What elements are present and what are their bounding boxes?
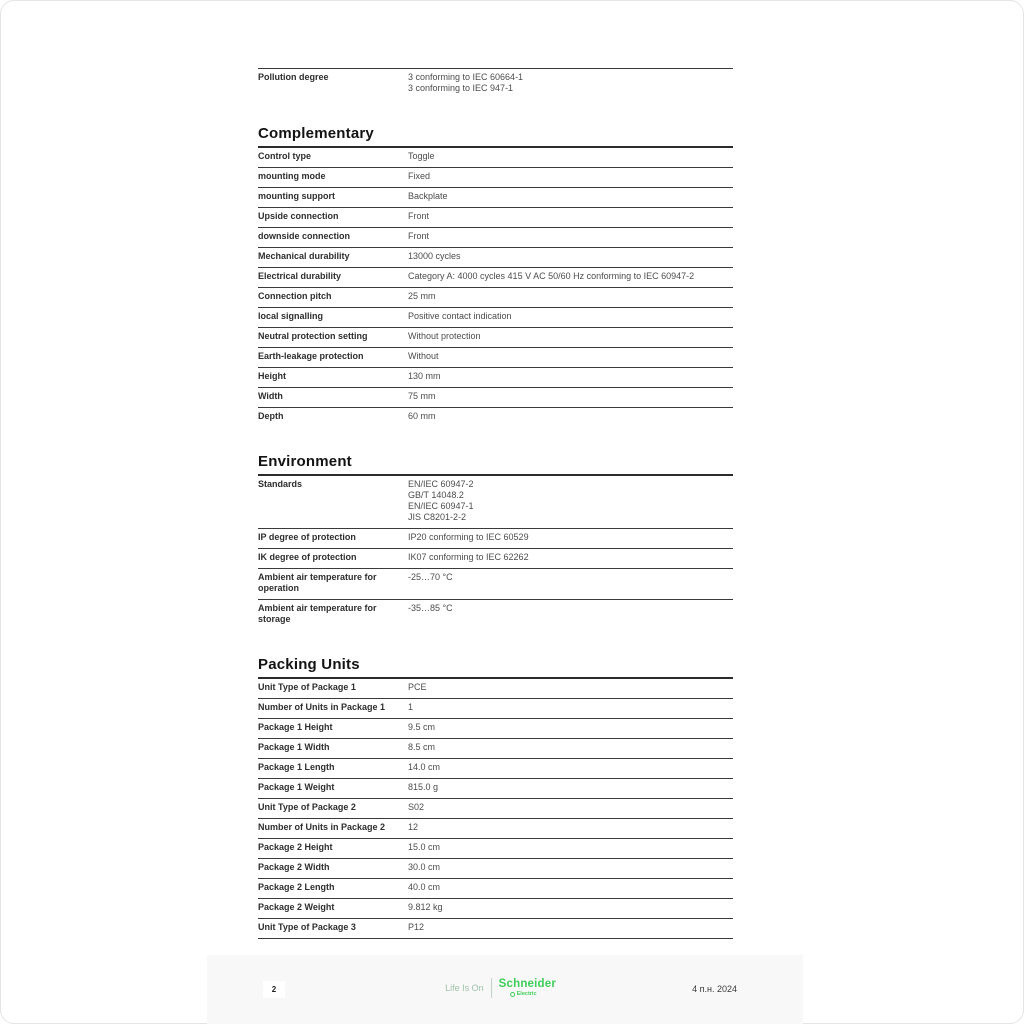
spec-value: EN/IEC 60947-2 GB/T 14048.2 EN/IEC 60947-1 JIS C8201-2-2 (408, 479, 474, 522)
spec-label: Electrical durability (258, 271, 342, 281)
section-heading: Complementary (258, 125, 374, 142)
spec-value: 3 conforming to IEC 60664-1 3 conforming to IEC 947-1 (408, 72, 524, 93)
page-number-value: 2 (271, 985, 277, 994)
table-row (258, 548, 733, 568)
spec-label: IK degree of protection (258, 552, 357, 562)
table-row (258, 167, 733, 187)
spec-value: 1 (408, 702, 414, 712)
spec-value: 60 mm (408, 411, 436, 421)
spec-label: Package 2 Width (258, 862, 330, 872)
table-row (258, 818, 733, 838)
spec-label: Unit Type of Package 2 (258, 802, 356, 812)
table-row (258, 387, 733, 407)
spec-value: Fixed (408, 171, 431, 181)
table-row (258, 679, 733, 698)
spec-value: S02 (408, 802, 425, 812)
spec-label: Ambient air temperature for storage (258, 603, 377, 624)
schneider-logo (445, 978, 556, 998)
logo-divider (491, 978, 492, 998)
section-table (258, 474, 733, 630)
table-row (258, 758, 733, 778)
spec-label: Package 1 Weight (258, 782, 335, 792)
table-row (258, 476, 733, 528)
spec-value: Without protection (408, 331, 481, 341)
spec-label: Neutral protection setting (258, 331, 368, 341)
table-row (258, 698, 733, 718)
spec-label: mounting mode (258, 171, 326, 181)
spec-label: Number of Units in Package 2 (258, 822, 386, 832)
table-row (258, 327, 733, 347)
page-number (263, 981, 285, 998)
spec-label: Number of Units in Package 1 (258, 702, 386, 712)
spec-value: P12 (408, 922, 425, 932)
table-row (258, 148, 733, 167)
section-heading: Environment (258, 453, 352, 470)
table-row (258, 307, 733, 327)
spec-label: IP degree of protection (258, 532, 356, 542)
section-table (258, 677, 733, 939)
table-row (258, 347, 733, 367)
spec-label: Upside connection (258, 211, 339, 221)
spec-value: 30.0 cm (408, 862, 441, 872)
spec-label: Package 1 Height (258, 722, 333, 732)
section-table (258, 146, 733, 427)
table-row (258, 918, 733, 938)
table-row (258, 599, 733, 630)
brand-sub-label: Electric (516, 990, 537, 997)
table-row (258, 778, 733, 798)
spec-value: IP20 conforming to IEC 60529 (408, 532, 529, 542)
brand-name: Schneider (498, 978, 557, 990)
continued-table (258, 68, 733, 99)
datasheet-page (258, 68, 733, 939)
table-row (258, 407, 733, 427)
table-row (258, 287, 733, 307)
spec-value: 8.5 cm (408, 742, 436, 752)
spec-value: 15.0 cm (408, 842, 441, 852)
table-row (258, 267, 733, 287)
spec-label: Ambient air temperature for operation (258, 572, 377, 593)
table-row (258, 858, 733, 878)
table-row (258, 878, 733, 898)
spec-value: 9.5 cm (408, 722, 436, 732)
spec-value: 13000 cycles (408, 251, 461, 261)
table-row (258, 227, 733, 247)
spec-value: -25…70 °C (408, 572, 453, 582)
spec-value: Positive contact indication (408, 311, 512, 321)
spec-label: Pollution degree (258, 72, 329, 82)
spec-label: Earth-leakage protection (258, 351, 364, 361)
table-row (258, 247, 733, 267)
spec-value: IK07 conforming to IEC 62262 (408, 552, 529, 562)
spec-value: -35…85 °C (408, 603, 453, 613)
spec-value: Front (408, 231, 430, 241)
spec-value: 12 (408, 822, 419, 832)
spec-label: Unit Type of Package 3 (258, 922, 356, 932)
table-row (258, 738, 733, 758)
table-row (258, 68, 733, 99)
spec-sections (258, 125, 733, 939)
spec-value: 25 mm (408, 291, 436, 301)
spec-label: Unit Type of Package 1 (258, 682, 356, 692)
spec-label: Package 2 Weight (258, 902, 335, 912)
brand-subname (510, 992, 556, 998)
spec-label: Connection pitch (258, 291, 332, 301)
brand-lockup (499, 979, 556, 997)
spec-label: Package 1 Width (258, 742, 330, 752)
spec-value: Without (408, 351, 439, 361)
spec-label: Control type (258, 151, 311, 161)
spec-value: Front (408, 211, 430, 221)
table-row (258, 528, 733, 548)
spec-value: Backplate (408, 191, 448, 201)
table-row (258, 898, 733, 918)
page-footer (207, 955, 803, 1024)
spec-value: 14.0 cm (408, 762, 441, 772)
spec-label: Mechanical durability (258, 251, 350, 261)
spec-label: downside connection (258, 231, 351, 241)
table-row (258, 187, 733, 207)
spec-value: Category A: 4000 cycles 415 V AC 50/60 Hz conforming to IEC 60947-2 (408, 271, 695, 281)
table-row (258, 568, 733, 599)
spec-value: 9.812 kg (408, 902, 443, 912)
spec-label: Width (258, 391, 283, 401)
spec-value: Toggle (408, 151, 435, 161)
table-row (258, 207, 733, 227)
spec-value: 815.0 g (408, 782, 439, 792)
spec-label: Package 2 Height (258, 842, 333, 852)
spec-value: PCE (408, 682, 427, 692)
spec-label: Depth (258, 411, 284, 421)
spec-value: 75 mm (408, 391, 436, 401)
spec-label: mounting support (258, 191, 335, 201)
se-symbol-icon (510, 992, 515, 997)
section-heading: Packing Units (258, 656, 360, 673)
spec-value: 40.0 cm (408, 882, 441, 892)
table-row (258, 798, 733, 818)
spec-label: local signalling (258, 311, 324, 321)
spec-label: Height (258, 371, 286, 381)
spec-value: 130 mm (408, 371, 441, 381)
footer-date: 4 п.н. 2024 (692, 984, 737, 994)
table-row (258, 718, 733, 738)
spec-label: Standards (258, 479, 303, 489)
life-is-on-tagline: Life Is On (445, 983, 484, 993)
table-row (258, 838, 733, 858)
spec-label: Package 2 Length (258, 882, 335, 892)
table-row (258, 367, 733, 387)
spec-label: Package 1 Length (258, 762, 335, 772)
